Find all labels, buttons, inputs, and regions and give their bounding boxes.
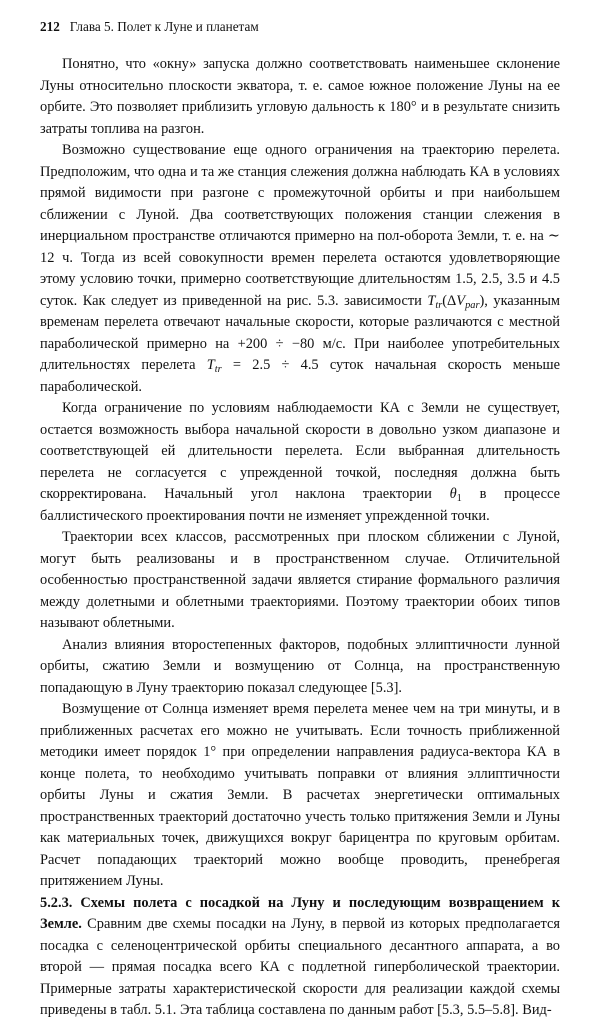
symbol-t: T [427, 292, 436, 309]
running-head [40, 18, 560, 36]
paragraph-trajectory-classes: Траектории всех классов, рассмотренных при плоском сближении с Луной, могут быть реализованы и в пространственном случае. Отличительной особенностью пространственной задачи является стирание формального различия между долетными и облетными траекториями. Поэтому траектории обоих типов называют облетными. [40, 529, 560, 631]
symbol-theta: θ [449, 486, 457, 502]
symbol-v: V [456, 292, 466, 309]
section-heading: 5.2.3. Схемы полета с посадкой на Луну и последующим возвращением к Земле. [40, 894, 560, 932]
paragraph-initial-velocity: Когда ограничение по условиям наблюдаемости КА с Земли не существует, остается возможность выбора начальной скорости в довольно узком диапазоне и соответствующей ей длительности перелета. Если выбранная длительность перелета не согласуется с упрежденной точкой, последняя должна быть скорректирована. Начальный угол наклона траектории $\theta_1$ в процессе баллистического проектирования почти не изменяет упрежденной точки. [40, 400, 561, 524]
paragraph-launch-window: Понятно, что «окну» запуска должно соответствовать наименьшее склонение Луны относительно плоскости экватора, т. е. самое южное положение Луны на ее орбите. Это позволяет приблизить угловую дальность к 180° и в результате снизить затраты топлива на разгон. [40, 56, 560, 137]
subscript-tr: tr [435, 299, 443, 311]
chapter-title: Глава 5. Полет к Луне и планетам [69, 19, 259, 34]
paragraph-tracking-constraint: Возможно существование еще одного ограничения на траекторию перелета. Предположим, что одна и та же станция слежения должна наблюдать КА в условиях прямой видимости при разгоне с промежуточной орбиты и при наибольшем сближении с Луной. Два соответствующих положения станции слежения в инерциальном пространстве отличаются примерно на пол-оборота Земли, т. е. на ∼ 12 ч. Тогда из всей совокупности времен перелета остаются удовлетворяющие этому условию точки, примерно соответствующие длительностям 1.5, 2.5, 3.5 и 4.5 суток. Как следует из приведенной на рис. 5.3. зависимости $T_{tr}(\Delta V_{par})$, указанным временам перелета отвечают начальные скорости, которые различаются с местной параболической примерно на +200 ÷ −80 м/с. При наиболее употребительных длительностях перелета $T_{tr} = 2.5 \div 4.5$ суток начальная скорость меньше параболической. [40, 142, 560, 395]
paragraph-landing-schemes: 5.2.3. Схемы полета с посадкой на Луну и последующим возвращением к Земле. Сравним две схемы посадки на Луну, в первой из которых предполагается посадка с селеноцентрической орбиты специального десантного аппарата, а во второй — прямая посадка всего КА с подлетной гиперболической траектории. Примерные затраты характеристической скорости для реализации каждой схемы приведены в табл. 5.1. Эта таблица составлена по данным работ [5.3, 5.5–5.8]. Вид- [40, 894, 560, 1018]
page-number: 212 [40, 19, 60, 34]
subscript-par: par [465, 299, 480, 311]
paragraph-secondary-factors: Анализ влияния второстепенных факторов, подобных эллиптичности лунной орбиты, сжатию Земли и возмущению от Солнца, на пространственную попадающую в Луну траекторию показал следующее [5.3]. [40, 636, 560, 696]
subscript-1: 1 [456, 493, 462, 505]
subscript-tr: tr [214, 364, 222, 376]
symbol-t: T [206, 357, 215, 373]
document-page [40, 18, 560, 1022]
paragraph-sun-perturbation: Возмущение от Солнца изменяет время перелета менее чем на три минуты, и в приближенных расчетах его можно не учитывать. Если точность приближенной методики имеет порядок 1° при определении направления радиуса-вектора КА в конце полета, то необходимо учитывать поправки от влияния эллиптичности орбиты Луны и сжатия Земли. В расчетах энергетически оптимальных пространственных траекторий достаточно учесть только притяжения Земли и Луны как материальных точек, движущихся вокруг барицентра по круговым орбитам. Расчет попадающих траекторий можно вообще проводить, пренебрегая притяжением Луны. [40, 701, 560, 889]
